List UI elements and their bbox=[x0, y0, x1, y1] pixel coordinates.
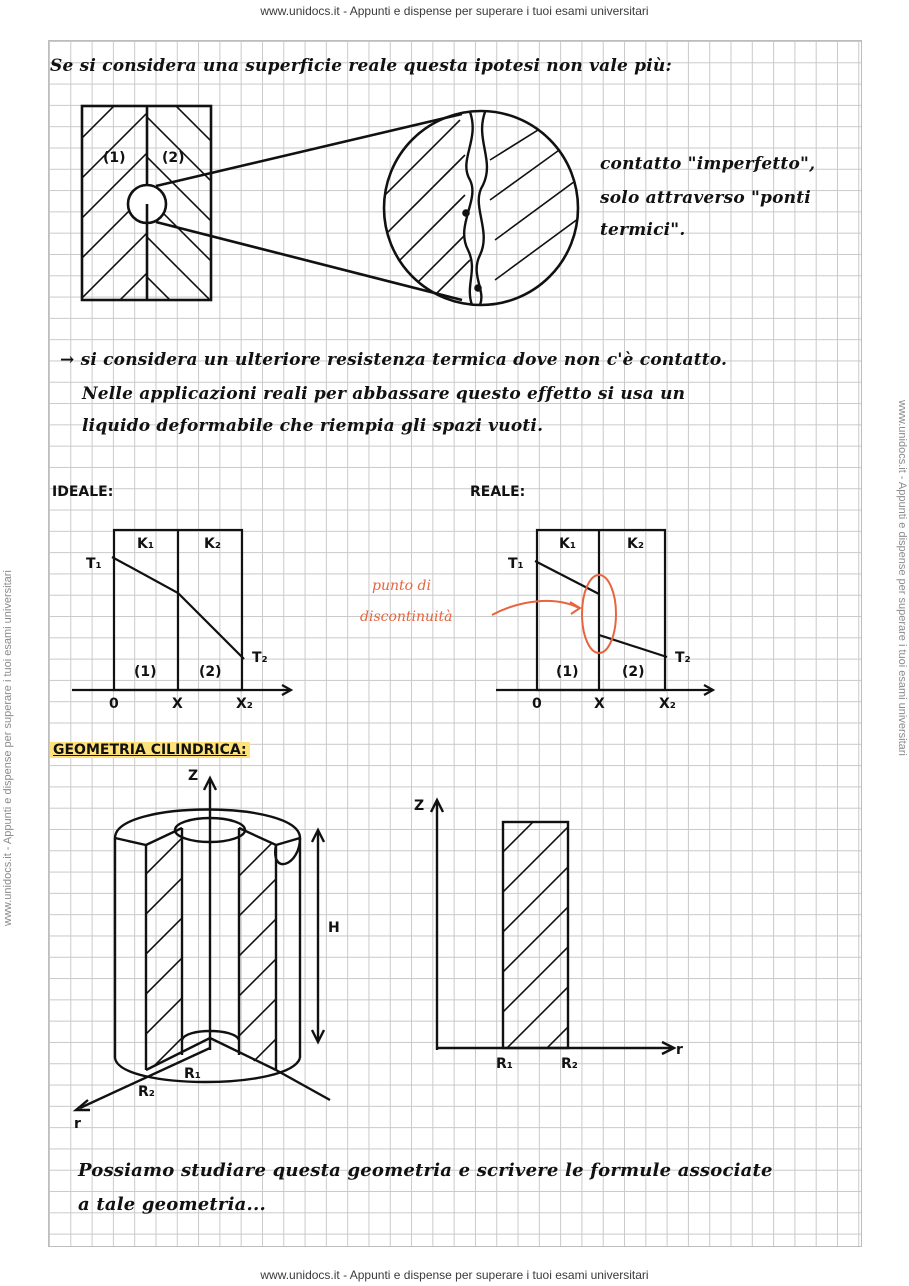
ideal-t1: T₁ bbox=[86, 556, 102, 572]
cylinder-h-label: H bbox=[328, 920, 340, 936]
ideal-material-1: (1) bbox=[134, 664, 157, 680]
section-r-axis-label: r bbox=[676, 1042, 683, 1058]
ideal-x2: X₂ bbox=[236, 696, 253, 712]
watermark-bottom: www.unidocs.it - Appunti e dispense per superare i tuoi esami universitari bbox=[260, 1268, 649, 1282]
cylinder-r2-label: R₂ bbox=[138, 1084, 155, 1100]
note-closing-1: Possiamo studiare questa geometria e scrivere le formule associate bbox=[78, 1160, 773, 1181]
watermark-top: www.unidocs.it - Appunti e dispense per superare i tuoi esami universitari bbox=[260, 4, 649, 18]
zoom-label-2: (2) bbox=[162, 150, 185, 166]
cylinder-r1-label: R₁ bbox=[184, 1066, 201, 1082]
section-z-label: Z bbox=[414, 798, 425, 814]
note-resistance-1: → si considera un ulteriore resistenza termica dove non c'è contatto. bbox=[60, 350, 728, 370]
note-resistance-3: liquido deformabile che riempia gli spazi vuoti. bbox=[82, 416, 544, 436]
real-material-1: (1) bbox=[556, 664, 579, 680]
note-contact-1: contatto "imperfetto", bbox=[600, 154, 816, 174]
note-contact-3: termici". bbox=[600, 220, 686, 240]
section-r1-label: R₁ bbox=[496, 1056, 513, 1072]
real-t1: T₁ bbox=[508, 556, 524, 572]
watermark-left: www.unidocs.it - Appunti e dispense per superare i tuoi esami universitari bbox=[2, 570, 14, 926]
real-x2: X₂ bbox=[659, 696, 676, 712]
ideal-k2: K₂ bbox=[204, 536, 221, 552]
real-annotation-1: punto di bbox=[372, 578, 431, 594]
ideal-k1: K₁ bbox=[137, 536, 154, 552]
real-x0: 0 bbox=[532, 696, 542, 712]
note-resistance-2: Nelle applicazioni reali per abbassare questo effetto si usa un bbox=[82, 384, 686, 404]
real-x: X bbox=[594, 696, 605, 712]
ideal-x0: 0 bbox=[109, 696, 119, 712]
real-material-2: (2) bbox=[622, 664, 645, 680]
watermark-right: www.unidocs.it - Appunti e dispense per superare i tuoi esami universitari bbox=[896, 400, 908, 756]
note-contact-2: solo attraverso "ponti bbox=[600, 188, 811, 208]
real-k1: K₁ bbox=[559, 536, 576, 552]
note-intro: Se si considera una superficie reale questa ipotesi non vale più: bbox=[50, 56, 672, 76]
ideal-material-2: (2) bbox=[199, 664, 222, 680]
zoom-label-1: (1) bbox=[103, 150, 126, 166]
ideal-t2: T₂ bbox=[252, 650, 268, 666]
real-annotation-2: discontinuità bbox=[360, 609, 453, 625]
note-closing-2: a tale geometria... bbox=[78, 1194, 266, 1215]
cylinder-heading-text: GEOMETRIA CILINDRICA: bbox=[50, 742, 250, 758]
section-r2-label: R₂ bbox=[561, 1056, 578, 1072]
real-title: REALE: bbox=[470, 484, 526, 500]
ideal-x: X bbox=[172, 696, 183, 712]
real-k2: K₂ bbox=[627, 536, 644, 552]
cylinder-r-axis-label: r bbox=[74, 1116, 81, 1132]
ideal-title: IDEALE: bbox=[52, 484, 114, 500]
real-t2: T₂ bbox=[675, 650, 691, 666]
cylinder-z-label: Z bbox=[188, 768, 199, 784]
